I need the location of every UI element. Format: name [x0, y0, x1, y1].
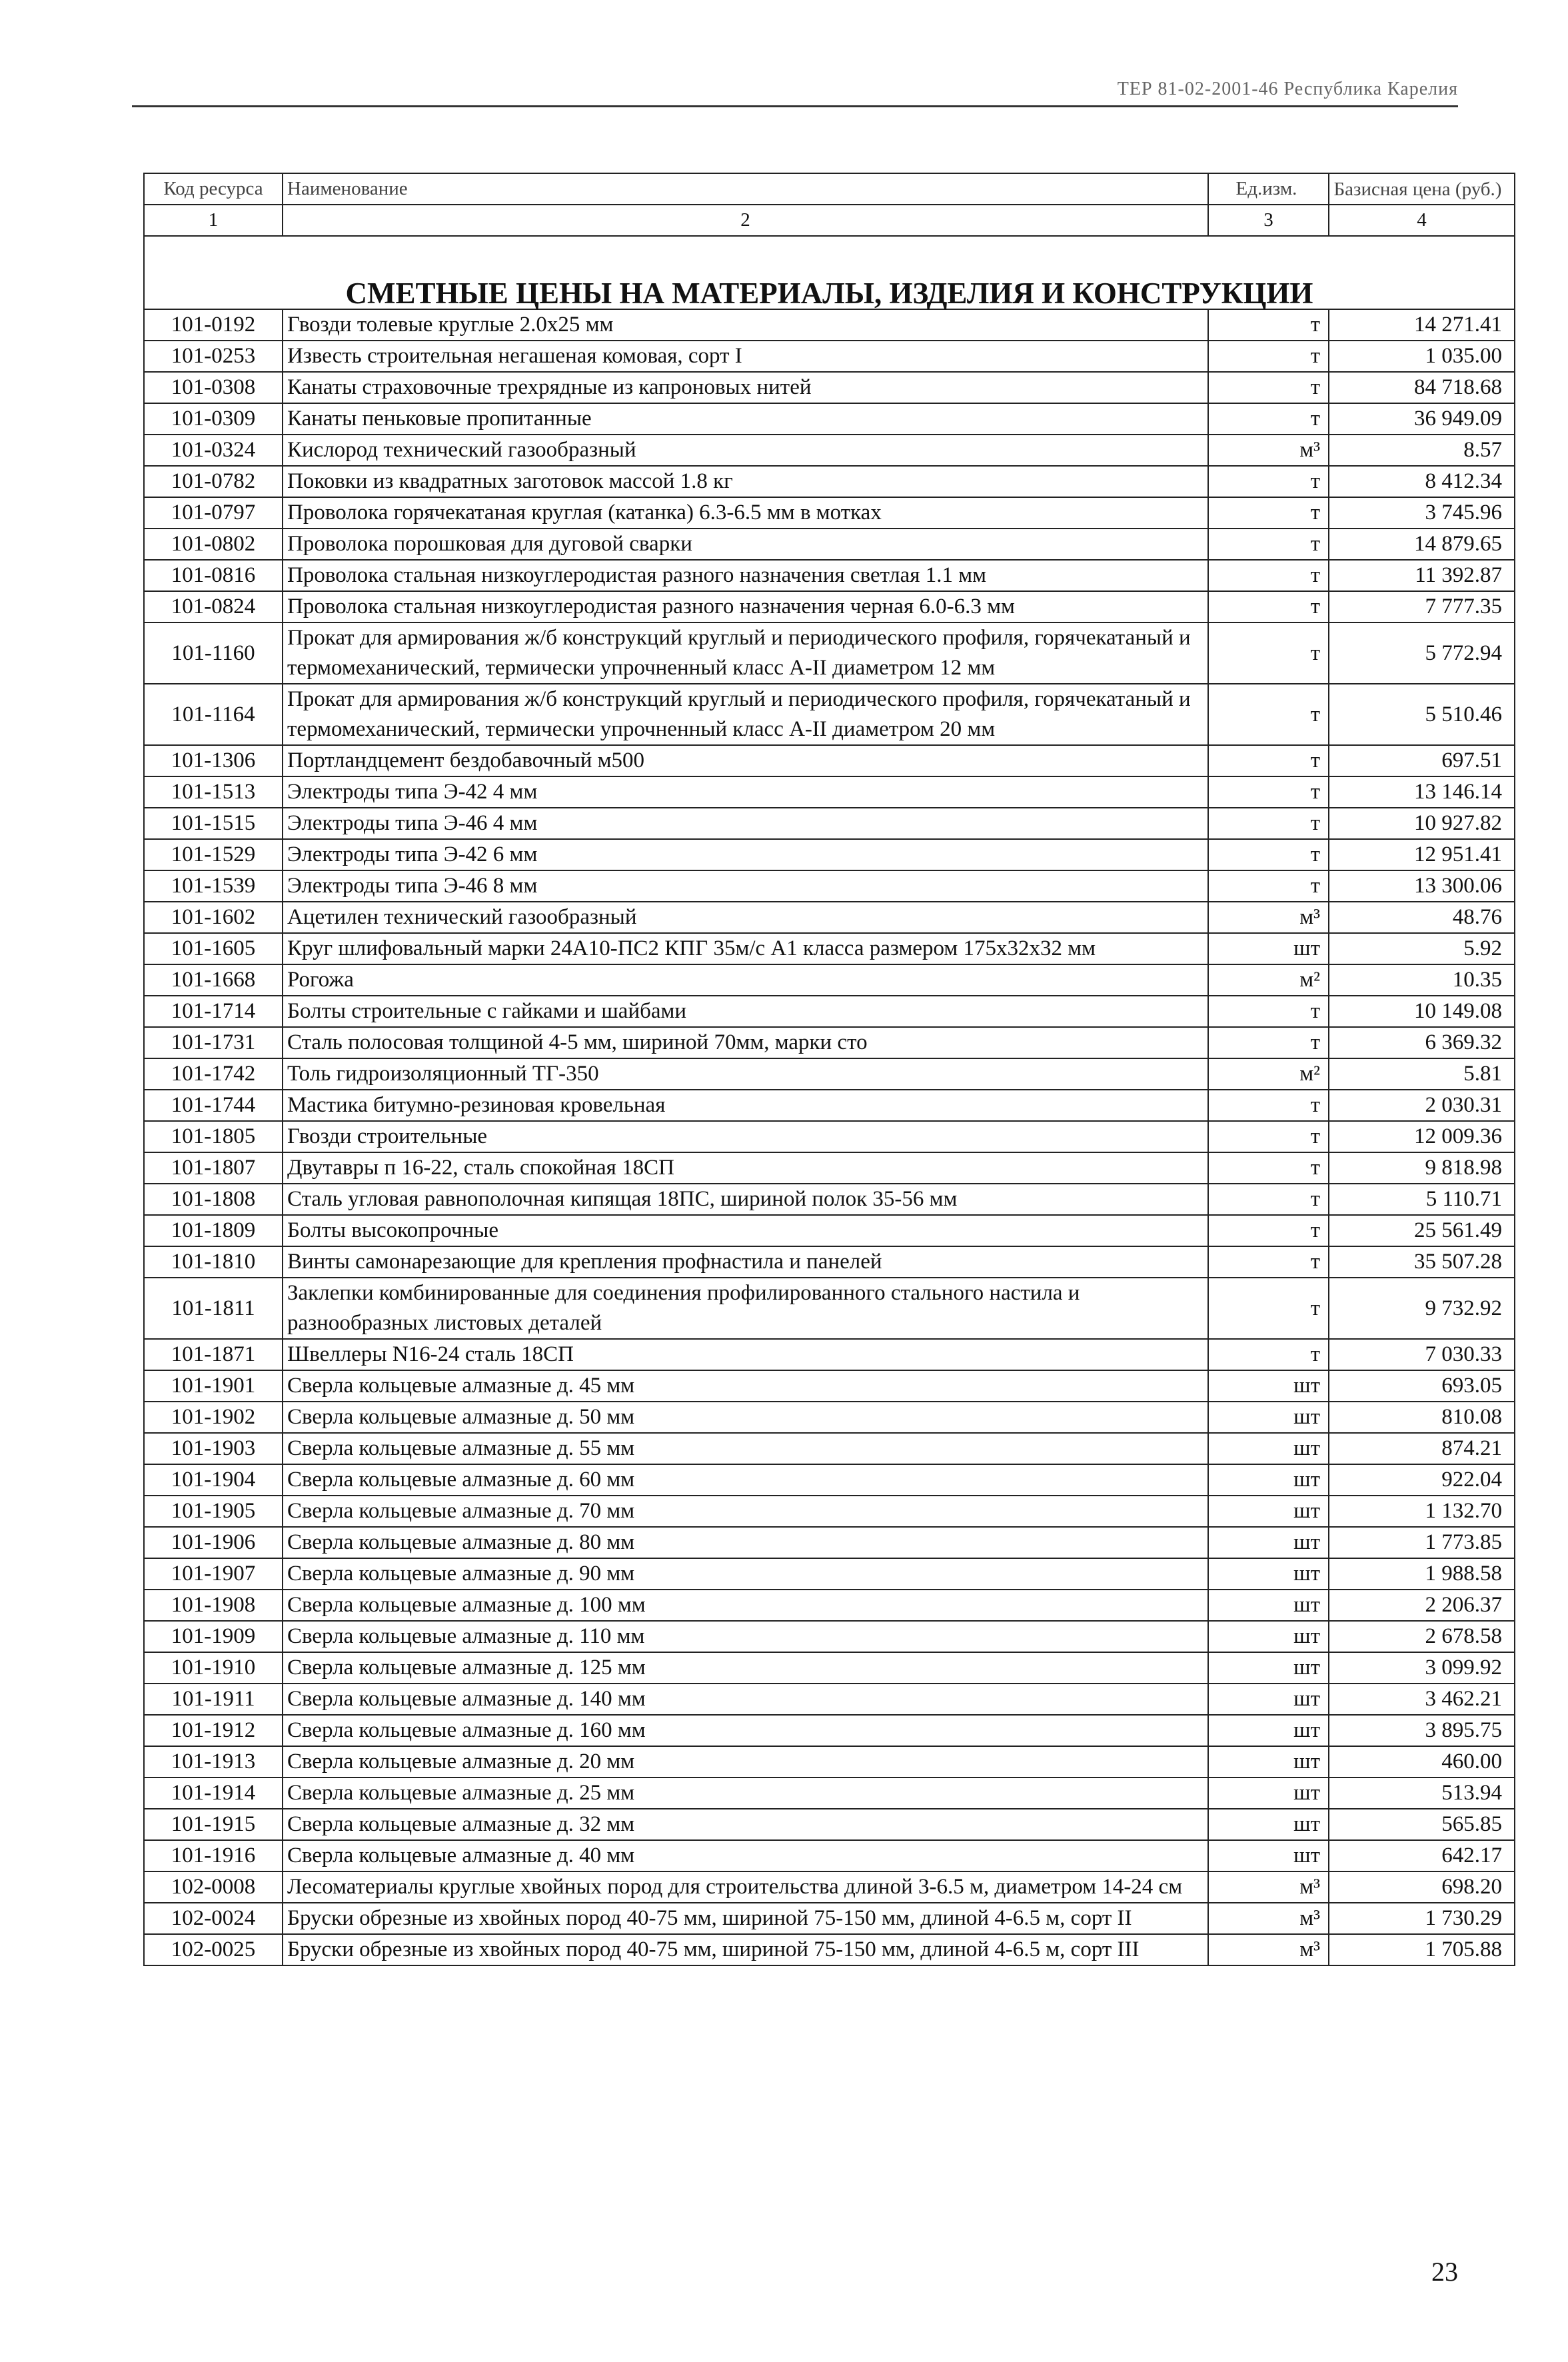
- row-unit: т: [1208, 622, 1329, 684]
- table-row: [144, 1433, 1515, 1464]
- row-price: 1 988.58: [1329, 1558, 1515, 1590]
- row-code: 101-1808: [144, 1184, 283, 1215]
- row-price: 14 879.65: [1329, 529, 1515, 560]
- table-header-row: [144, 173, 1515, 205]
- row-name: Электроды типа Э-46 8 мм: [283, 870, 1208, 902]
- table-row: [144, 933, 1515, 964]
- row-price: 5.81: [1329, 1058, 1515, 1090]
- row-code: 101-0324: [144, 435, 283, 466]
- row-price: 13 300.06: [1329, 870, 1515, 902]
- table-row: [144, 1027, 1515, 1058]
- table-row: [144, 560, 1515, 591]
- row-code: 101-1912: [144, 1715, 283, 1746]
- row-code: 101-1306: [144, 745, 283, 776]
- table-row: [144, 1777, 1515, 1809]
- row-unit: т: [1208, 776, 1329, 808]
- row-name: Проволока горячекатаная круглая (катанка) 6.3-6.5 мм в мотках: [283, 497, 1208, 529]
- row-unit: т: [1208, 1090, 1329, 1121]
- row-name: Гвозди толевые круглые 2.0х25 мм: [283, 309, 1208, 341]
- row-price: 1 132.70: [1329, 1496, 1515, 1527]
- table-row: [144, 1871, 1515, 1903]
- row-price: 2 678.58: [1329, 1621, 1515, 1652]
- row-code: 101-1513: [144, 776, 283, 808]
- row-code: 101-0824: [144, 591, 283, 622]
- row-name: Сверла кольцевые алмазные д. 32 мм: [283, 1809, 1208, 1840]
- table-row: [144, 1934, 1515, 1965]
- row-unit: шт: [1208, 1527, 1329, 1558]
- row-code: 101-1907: [144, 1558, 283, 1590]
- row-price: 1 705.88: [1329, 1934, 1515, 1965]
- row-unit: т: [1208, 1152, 1329, 1184]
- row-code: 101-1910: [144, 1652, 283, 1684]
- row-unit: т: [1208, 1278, 1329, 1339]
- table-row: [144, 839, 1515, 870]
- column-number-row: [144, 205, 1515, 236]
- row-code: 102-0008: [144, 1871, 283, 1903]
- row-price: 810.08: [1329, 1402, 1515, 1433]
- row-code: 101-1164: [144, 684, 283, 745]
- row-unit: м³: [1208, 1934, 1329, 1965]
- row-unit: т: [1208, 1184, 1329, 1215]
- row-name: Сверла кольцевые алмазные д. 70 мм: [283, 1496, 1208, 1527]
- row-price: 5 110.71: [1329, 1184, 1515, 1215]
- row-name: Прокат для армирования ж/б конструкций круглый и периодического профиля, горячекатаный и термомеханический, термически упрочненный класс А-II диаметром 20 мм: [283, 684, 1208, 745]
- table-row: [144, 1715, 1515, 1746]
- row-code: 101-1160: [144, 622, 283, 684]
- header-name: Наименование: [283, 173, 1208, 205]
- table-row: [144, 341, 1515, 372]
- row-name: Проволока порошковая для дуговой сварки: [283, 529, 1208, 560]
- row-code: 101-1810: [144, 1246, 283, 1278]
- row-name: Гвозди строительные: [283, 1121, 1208, 1152]
- row-code: 102-0025: [144, 1934, 283, 1965]
- row-name: Сверла кольцевые алмазные д. 160 мм: [283, 1715, 1208, 1746]
- table-row: [144, 1527, 1515, 1558]
- table-row: [144, 1370, 1515, 1402]
- table-row: [144, 1809, 1515, 1840]
- table-row: [144, 1840, 1515, 1871]
- row-name: Портландцемент бездобавочный м500: [283, 745, 1208, 776]
- row-unit: м³: [1208, 1903, 1329, 1934]
- row-price: 3 745.96: [1329, 497, 1515, 529]
- row-unit: шт: [1208, 1746, 1329, 1777]
- row-name: Сверла кольцевые алмазные д. 55 мм: [283, 1433, 1208, 1464]
- column-number: 4: [1329, 205, 1515, 236]
- row-unit: шт: [1208, 1433, 1329, 1464]
- row-price: 697.51: [1329, 745, 1515, 776]
- table-row: [144, 466, 1515, 497]
- row-name: Электроды типа Э-42 4 мм: [283, 776, 1208, 808]
- row-unit: т: [1208, 808, 1329, 839]
- row-name: Болты строительные с гайками и шайбами: [283, 996, 1208, 1027]
- row-name: Сверла кольцевые алмазные д. 60 мм: [283, 1464, 1208, 1496]
- table-row: [144, 1058, 1515, 1090]
- row-unit: т: [1208, 466, 1329, 497]
- table-row: [144, 996, 1515, 1027]
- row-name: Толь гидроизоляционный ТГ-350: [283, 1058, 1208, 1090]
- row-unit: т: [1208, 341, 1329, 372]
- row-price: 1 035.00: [1329, 341, 1515, 372]
- row-unit: м²: [1208, 964, 1329, 996]
- row-name: Сверла кольцевые алмазные д. 45 мм: [283, 1370, 1208, 1402]
- row-code: 101-1871: [144, 1339, 283, 1370]
- table-row: [144, 1339, 1515, 1370]
- row-unit: т: [1208, 1121, 1329, 1152]
- header-rule: [132, 105, 1458, 107]
- row-unit: т: [1208, 996, 1329, 1027]
- row-unit: шт: [1208, 1496, 1329, 1527]
- row-unit: шт: [1208, 1809, 1329, 1840]
- table-row: [144, 1684, 1515, 1715]
- table-row: [144, 870, 1515, 902]
- row-code: 101-0797: [144, 497, 283, 529]
- row-unit: шт: [1208, 933, 1329, 964]
- row-name: Проволока стальная низкоуглеродистая разного назначения черная 6.0-6.3 мм: [283, 591, 1208, 622]
- row-unit: шт: [1208, 1402, 1329, 1433]
- table-row: [144, 684, 1515, 745]
- header-code: Код ресурса: [144, 173, 283, 205]
- row-price: 9 818.98: [1329, 1152, 1515, 1184]
- row-unit: шт: [1208, 1558, 1329, 1590]
- row-price: 10 927.82: [1329, 808, 1515, 839]
- row-price: 513.94: [1329, 1777, 1515, 1809]
- row-name: Канаты пеньковые пропитанные: [283, 403, 1208, 435]
- table-row: [144, 964, 1515, 996]
- row-price: 25 561.49: [1329, 1215, 1515, 1246]
- table-row: [144, 372, 1515, 403]
- row-code: 101-1909: [144, 1621, 283, 1652]
- row-unit: шт: [1208, 1621, 1329, 1652]
- row-price: 10.35: [1329, 964, 1515, 996]
- row-name: Сверла кольцевые алмазные д. 100 мм: [283, 1590, 1208, 1621]
- row-code: 101-1805: [144, 1121, 283, 1152]
- header-price: Базисная цена (руб.): [1329, 173, 1515, 205]
- row-name: Сталь угловая равнополочная кипящая 18ПС, шириной полок 35-56 мм: [283, 1184, 1208, 1215]
- row-unit: т: [1208, 529, 1329, 560]
- row-unit: т: [1208, 745, 1329, 776]
- page-number: 23: [1431, 2257, 1458, 2287]
- row-unit: т: [1208, 1027, 1329, 1058]
- row-price: 36 949.09: [1329, 403, 1515, 435]
- row-unit: шт: [1208, 1370, 1329, 1402]
- row-code: 101-1913: [144, 1746, 283, 1777]
- row-price: 8.57: [1329, 435, 1515, 466]
- row-unit: шт: [1208, 1464, 1329, 1496]
- table-row: [144, 591, 1515, 622]
- row-price: 5 510.46: [1329, 684, 1515, 745]
- row-price: 8 412.34: [1329, 466, 1515, 497]
- row-unit: м³: [1208, 1871, 1329, 1903]
- row-price: 3 462.21: [1329, 1684, 1515, 1715]
- row-price: 84 718.68: [1329, 372, 1515, 403]
- row-code: 101-1731: [144, 1027, 283, 1058]
- row-name: Швеллеры N16-24 сталь 18СП: [283, 1339, 1208, 1370]
- row-price: 35 507.28: [1329, 1246, 1515, 1278]
- row-unit: т: [1208, 560, 1329, 591]
- running-head: ТЕР 81-02-2001-46 Республика Карелия: [1117, 79, 1458, 99]
- row-price: 693.05: [1329, 1370, 1515, 1402]
- row-code: 101-1906: [144, 1527, 283, 1558]
- row-unit: т: [1208, 1215, 1329, 1246]
- row-name: Лесоматериалы круглые хвойных пород для строительства длиной 3-6.5 м, диаметром 14-24 см: [283, 1871, 1208, 1903]
- row-name: Бруски обрезные из хвойных пород 40-75 мм, шириной 75-150 мм, длиной 4-6.5 м, сорт III: [283, 1934, 1208, 1965]
- table-row: [144, 1903, 1515, 1934]
- row-unit: м²: [1208, 1058, 1329, 1090]
- row-name: Сверла кольцевые алмазные д. 50 мм: [283, 1402, 1208, 1433]
- table-row: [144, 808, 1515, 839]
- table-row: [144, 776, 1515, 808]
- row-name: Кислород технический газообразный: [283, 435, 1208, 466]
- row-code: 101-1905: [144, 1496, 283, 1527]
- row-name: Электроды типа Э-46 4 мм: [283, 808, 1208, 839]
- row-code: 101-1605: [144, 933, 283, 964]
- row-unit: м³: [1208, 902, 1329, 933]
- row-price: 9 732.92: [1329, 1278, 1515, 1339]
- row-code: 101-0782: [144, 466, 283, 497]
- row-code: 101-1744: [144, 1090, 283, 1121]
- table-row: [144, 1121, 1515, 1152]
- row-unit: т: [1208, 684, 1329, 745]
- row-code: 101-1908: [144, 1590, 283, 1621]
- row-name: Сверла кольцевые алмазные д. 80 мм: [283, 1527, 1208, 1558]
- row-price: 1 773.85: [1329, 1527, 1515, 1558]
- row-name: Сталь полосовая толщиной 4-5 мм, шириной 70мм, марки сто: [283, 1027, 1208, 1058]
- row-unit: т: [1208, 1339, 1329, 1370]
- row-code: 101-0309: [144, 403, 283, 435]
- row-unit: т: [1208, 309, 1329, 341]
- table-row: [144, 902, 1515, 933]
- table-row: [144, 622, 1515, 684]
- row-name: Сверла кольцевые алмазные д. 110 мм: [283, 1621, 1208, 1652]
- row-code: 101-1901: [144, 1370, 283, 1402]
- table-row: [144, 1746, 1515, 1777]
- row-unit: т: [1208, 1246, 1329, 1278]
- row-name: Проволока стальная низкоуглеродистая разного назначения светлая 1.1 мм: [283, 560, 1208, 591]
- row-name: Двутавры п 16-22, сталь спокойная 18СП: [283, 1152, 1208, 1184]
- row-price: 13 146.14: [1329, 776, 1515, 808]
- row-price: 48.76: [1329, 902, 1515, 933]
- table-body: [144, 236, 1515, 1965]
- price-table: [143, 173, 1515, 1966]
- table-row: [144, 1590, 1515, 1621]
- row-unit: шт: [1208, 1777, 1329, 1809]
- row-code: 101-0816: [144, 560, 283, 591]
- row-price: 12 951.41: [1329, 839, 1515, 870]
- row-code: 101-1515: [144, 808, 283, 839]
- table-row: [144, 1652, 1515, 1684]
- row-code: 101-1539: [144, 870, 283, 902]
- row-name: Ацетилен технический газообразный: [283, 902, 1208, 933]
- row-name: Известь строительная негашеная комовая, сорт I: [283, 341, 1208, 372]
- section-title: СМЕТНЫЕ ЦЕНЫ НА МАТЕРИАЛЫ, ИЗДЕЛИЯ И КОНСТРУКЦИИ: [144, 236, 1515, 309]
- row-code: 101-1902: [144, 1402, 283, 1433]
- row-name: Сверла кольцевые алмазные д. 20 мм: [283, 1746, 1208, 1777]
- table-row: [144, 1402, 1515, 1433]
- row-price: 3 099.92: [1329, 1652, 1515, 1684]
- row-price: 642.17: [1329, 1840, 1515, 1871]
- row-code: 101-0192: [144, 309, 283, 341]
- row-price: 10 149.08: [1329, 996, 1515, 1027]
- table-row: [144, 1558, 1515, 1590]
- row-code: 102-0024: [144, 1903, 283, 1934]
- table-row: [144, 497, 1515, 529]
- row-name: Рогожа: [283, 964, 1208, 996]
- table-row: [144, 1621, 1515, 1652]
- row-price: 922.04: [1329, 1464, 1515, 1496]
- row-name: Бруски обрезные из хвойных пород 40-75 мм, шириной 75-150 мм, длиной 4-6.5 м, сорт II: [283, 1903, 1208, 1934]
- column-number: 1: [144, 205, 283, 236]
- row-price: 5 772.94: [1329, 622, 1515, 684]
- row-unit: шт: [1208, 1715, 1329, 1746]
- table-row: [144, 1152, 1515, 1184]
- header-unit: Ед.изм.: [1208, 173, 1329, 205]
- table-row: [144, 1496, 1515, 1527]
- row-name: Прокат для армирования ж/б конструкций круглый и периодического профиля, горячекатаный и термомеханический, термически упрочненный класс А-II диаметром 12 мм: [283, 622, 1208, 684]
- table-row: [144, 403, 1515, 435]
- table-row: [144, 1464, 1515, 1496]
- row-code: 101-1914: [144, 1777, 283, 1809]
- table-row: [144, 1090, 1515, 1121]
- row-price: 12 009.36: [1329, 1121, 1515, 1152]
- table-row: [144, 745, 1515, 776]
- row-name: Электроды типа Э-42 6 мм: [283, 839, 1208, 870]
- table-row: [144, 1246, 1515, 1278]
- row-price: 7 777.35: [1329, 591, 1515, 622]
- row-unit: шт: [1208, 1652, 1329, 1684]
- row-price: 6 369.32: [1329, 1027, 1515, 1058]
- row-price: 3 895.75: [1329, 1715, 1515, 1746]
- row-unit: шт: [1208, 1684, 1329, 1715]
- column-number: 3: [1208, 205, 1329, 236]
- row-unit: т: [1208, 403, 1329, 435]
- row-name: Поковки из квадратных заготовок массой 1.8 кг: [283, 466, 1208, 497]
- row-name: Круг шлифовальный марки 24А10-ПС2 КПГ 35м/с А1 класса размером 175х32х32 мм: [283, 933, 1208, 964]
- row-unit: шт: [1208, 1840, 1329, 1871]
- row-name: Заклепки комбинированные для соединения профилированного стального настила и разнообразных листовых деталей: [283, 1278, 1208, 1339]
- row-code: 101-0802: [144, 529, 283, 560]
- row-price: 11 392.87: [1329, 560, 1515, 591]
- row-unit: т: [1208, 870, 1329, 902]
- row-unit: т: [1208, 839, 1329, 870]
- table-row: [144, 1278, 1515, 1339]
- row-price: 2 030.31: [1329, 1090, 1515, 1121]
- row-price: 1 730.29: [1329, 1903, 1515, 1934]
- row-code: 101-1602: [144, 902, 283, 933]
- row-code: 101-1668: [144, 964, 283, 996]
- row-name: Сверла кольцевые алмазные д. 125 мм: [283, 1652, 1208, 1684]
- row-code: 101-1529: [144, 839, 283, 870]
- row-price: 14 271.41: [1329, 309, 1515, 341]
- row-price: 5.92: [1329, 933, 1515, 964]
- row-code: 101-1904: [144, 1464, 283, 1496]
- row-code: 101-1915: [144, 1809, 283, 1840]
- row-unit: т: [1208, 591, 1329, 622]
- row-price: 460.00: [1329, 1746, 1515, 1777]
- row-name: Сверла кольцевые алмазные д. 25 мм: [283, 1777, 1208, 1809]
- row-name: Мастика битумно-резиновая кровельная: [283, 1090, 1208, 1121]
- row-price: 698.20: [1329, 1871, 1515, 1903]
- row-name: Болты высокопрочные: [283, 1215, 1208, 1246]
- table-row: [144, 529, 1515, 560]
- row-code: 101-0253: [144, 341, 283, 372]
- row-name: Винты самонарезающие для крепления профнастила и панелей: [283, 1246, 1208, 1278]
- section-title-row: [144, 236, 1515, 309]
- row-unit: шт: [1208, 1590, 1329, 1621]
- row-code: 101-0308: [144, 372, 283, 403]
- row-code: 101-1807: [144, 1152, 283, 1184]
- row-code: 101-1911: [144, 1684, 283, 1715]
- row-unit: т: [1208, 497, 1329, 529]
- table-row: [144, 1184, 1515, 1215]
- row-price: 874.21: [1329, 1433, 1515, 1464]
- table-row: [144, 435, 1515, 466]
- row-name: Канаты страховочные трехрядные из капроновых нитей: [283, 372, 1208, 403]
- row-unit: т: [1208, 372, 1329, 403]
- row-code: 101-1916: [144, 1840, 283, 1871]
- row-code: 101-1809: [144, 1215, 283, 1246]
- row-price: 7 030.33: [1329, 1339, 1515, 1370]
- row-price: 2 206.37: [1329, 1590, 1515, 1621]
- table-row: [144, 1215, 1515, 1246]
- row-name: Сверла кольцевые алмазные д. 90 мм: [283, 1558, 1208, 1590]
- row-code: 101-1714: [144, 996, 283, 1027]
- table-row: [144, 309, 1515, 341]
- row-code: 101-1903: [144, 1433, 283, 1464]
- row-name: Сверла кольцевые алмазные д. 40 мм: [283, 1840, 1208, 1871]
- row-name: Сверла кольцевые алмазные д. 140 мм: [283, 1684, 1208, 1715]
- column-number: 2: [283, 205, 1208, 236]
- row-code: 101-1742: [144, 1058, 283, 1090]
- row-unit: м³: [1208, 435, 1329, 466]
- row-code: 101-1811: [144, 1278, 283, 1339]
- row-price: 565.85: [1329, 1809, 1515, 1840]
